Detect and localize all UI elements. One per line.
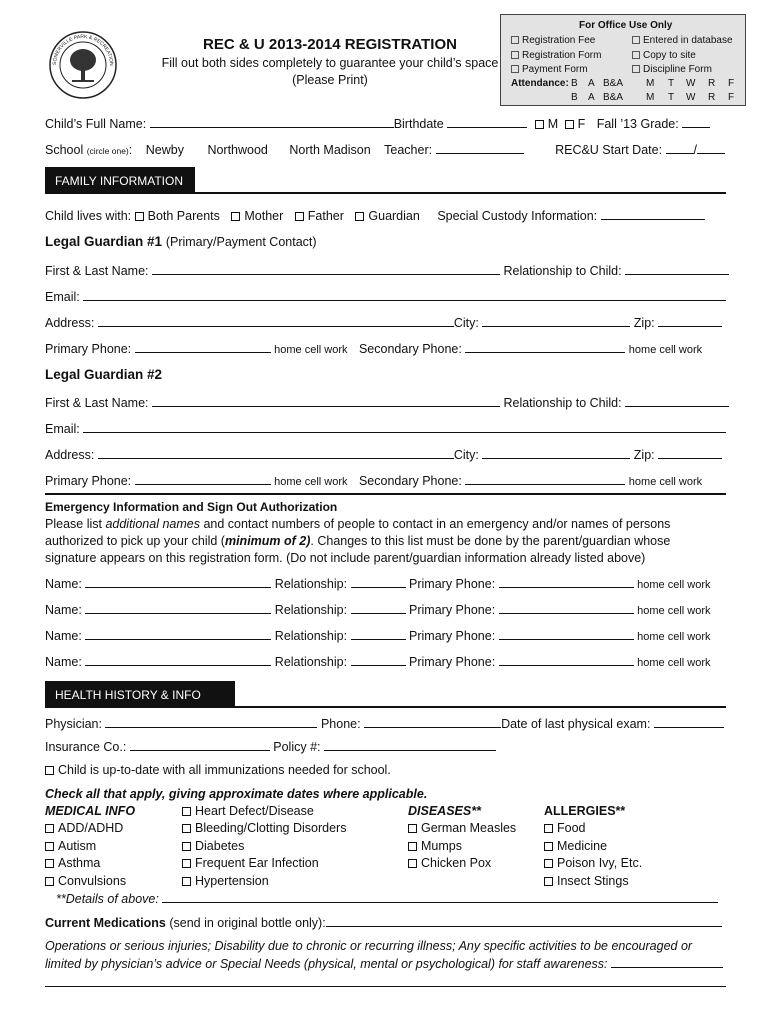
checkbox-icon	[565, 120, 574, 129]
health-history-header: HEALTH HISTORY & INFO	[45, 681, 235, 708]
physician-field[interactable]	[105, 716, 317, 728]
phone-type-options[interactable]: home cell work	[628, 476, 703, 488]
child-name-row	[45, 116, 710, 131]
office-copy-site[interactable]: Copy to site	[632, 50, 696, 61]
guardian1-relationship-field[interactable]	[625, 263, 729, 275]
attendance-row1-m: M	[646, 78, 655, 89]
office-registration-fee[interactable]: Registration Fee	[511, 35, 595, 46]
physician-phone-field[interactable]	[364, 716, 501, 728]
start-date-day-field[interactable]	[697, 142, 725, 154]
emergency-relationship-field[interactable]	[351, 628, 406, 640]
emergency-title: Emergency Information and Sign Out Authorization	[45, 500, 338, 514]
details-field[interactable]	[162, 891, 718, 903]
guardian2-email-row: Email:	[45, 421, 726, 436]
form-subtitle: Fill out both sides completely to guarantee your child’s space	[161, 56, 499, 70]
policy-field[interactable]	[324, 739, 496, 751]
emergency-contact-row: Name: Relationship: Primary Phone: home cell work	[45, 603, 711, 617]
school-option-northwood[interactable]: Northwood	[207, 143, 268, 157]
disease-german-measles[interactable]: German Measles	[408, 821, 516, 835]
guardian2-name-field[interactable]	[152, 395, 500, 407]
checkbox-icon	[45, 766, 54, 775]
emergency-name-field[interactable]	[85, 628, 271, 640]
gender-m-option[interactable]: M	[535, 117, 558, 131]
attendance-row1-r: R	[708, 78, 716, 89]
emergency-phone-field[interactable]	[499, 628, 634, 640]
grade-label: Fall ’13 Grade:	[596, 117, 679, 131]
school-option-north-madison[interactable]: North Madison	[289, 143, 371, 157]
guardian1-secondary-phone-field[interactable]	[465, 341, 625, 353]
emergency-contact-row: Name: Relationship: Primary Phone: home cell work	[45, 655, 711, 669]
phone-type-options[interactable]: home cell work	[637, 605, 711, 617]
checkbox-icon	[544, 824, 553, 833]
attendance-row2-t: T	[668, 92, 675, 103]
guardian2-heading: Legal Guardian #2	[45, 367, 163, 382]
allergy-poison-ivy[interactable]: Poison Ivy, Etc.	[544, 856, 642, 870]
immunizations-option[interactable]: Child is up-to-date with all immunizations needed for school.	[45, 763, 391, 777]
guardian1-name-row: First & Last Name: Relationship to Child:	[45, 263, 729, 278]
lives-with-label: Child lives with:	[45, 209, 132, 223]
attendance-row2-w: W	[686, 92, 696, 103]
guardian2-name-row: First & Last Name: Relationship to Child:	[45, 395, 729, 410]
attendance-row2-b: B	[571, 92, 578, 103]
guardian2-primary-phone-field[interactable]	[135, 473, 271, 485]
child-name-field[interactable]	[150, 116, 394, 128]
emergency-phone-field[interactable]	[499, 654, 634, 666]
checkbox-icon	[408, 859, 417, 868]
attendance-row1-w: W	[686, 78, 696, 89]
insurance-row: Insurance Co.: Policy #:	[45, 739, 496, 754]
school-label: School	[45, 143, 84, 157]
attendance-row1-f: F	[728, 78, 735, 89]
gender-f-option[interactable]: F	[565, 117, 586, 131]
emergency-text-2: authorized to pick up your child (minimum of 2). Changes to this list must be done by the parent/guardian whose	[45, 534, 671, 548]
last-exam-field[interactable]	[654, 716, 724, 728]
attendance-label: Attendance:	[511, 78, 569, 89]
checkbox-icon	[295, 212, 304, 221]
guardian2-secondary-phone-field[interactable]	[465, 473, 625, 485]
office-discipline-form[interactable]: Discipline Form	[632, 64, 712, 75]
checkbox-icon	[45, 842, 54, 851]
guardian1-email-row: Email:	[45, 289, 726, 304]
guardian1-heading: Legal Guardian #1 (Primary/Payment Contact)	[45, 234, 317, 249]
school-row: School (circle one): Newby Northwood North Madison Teacher: REC&U Start Date: /	[45, 142, 725, 157]
checkbox-icon	[408, 824, 417, 833]
option-guardian[interactable]: Guardian	[355, 209, 419, 223]
attendance-row1-t: T	[668, 78, 675, 89]
guardian1-address-row: Address: City: Zip:	[45, 315, 722, 330]
medical-add-adhd[interactable]: ADD/ADHD	[45, 821, 123, 835]
guardian2-zip-field[interactable]	[658, 447, 722, 459]
insurance-field[interactable]	[130, 739, 270, 751]
disease-chicken-pox[interactable]: Chicken Pox	[408, 856, 491, 870]
office-payment-form[interactable]: Payment Form	[511, 64, 588, 75]
option-father[interactable]: Father	[295, 209, 344, 223]
emergency-contact-row: Name: Relationship: Primary Phone: home cell work	[45, 577, 711, 591]
phone-type-options[interactable]: home cell work	[637, 631, 711, 643]
attendance-row2-ba: B&A	[603, 92, 624, 103]
guardian1-address-field[interactable]	[98, 315, 454, 327]
attendance-row2-r: R	[708, 92, 716, 103]
guardian2-address-field[interactable]	[98, 447, 454, 459]
checkbox-icon	[182, 859, 191, 868]
health-divider	[45, 706, 726, 708]
custody-label: Special Custody Information:	[437, 209, 598, 223]
emergency-name-field[interactable]	[85, 576, 271, 588]
checkbox-icon	[182, 877, 191, 886]
guardian2-email-field[interactable]	[83, 421, 726, 433]
checkbox-icon	[182, 807, 191, 816]
medical-hypertension[interactable]: Hypertension	[182, 874, 269, 888]
guardian2-relationship-field[interactable]	[625, 395, 729, 407]
guardian1-city-field[interactable]	[482, 315, 630, 327]
operations-extra-line[interactable]	[45, 986, 726, 987]
medical-info-heading: MEDICAL INFO	[45, 804, 136, 818]
medical-asthma[interactable]: Asthma	[45, 856, 100, 870]
checkbox-icon	[182, 824, 191, 833]
check-all-instruction: Check all that apply, giving approximate dates where applicable.	[45, 787, 428, 801]
print-note: (Please Print)	[292, 73, 368, 87]
guardian1-name-field[interactable]	[152, 263, 500, 275]
checkbox-icon	[535, 120, 544, 129]
attendance-row1-ba: B&A	[603, 78, 624, 89]
medical-heart-defect[interactable]: Heart Defect/Disease	[182, 804, 314, 818]
attendance-row2-a: A	[588, 92, 595, 103]
checkbox-icon	[231, 212, 240, 221]
phone-type-options[interactable]: home cell work	[274, 476, 348, 488]
office-entered-db[interactable]: Entered in database	[632, 35, 733, 46]
operations-row: limited by physician’s advice or Special Needs (physical, mental or psychological) for staff awareness:	[45, 956, 723, 971]
attendance-row1-b: B	[571, 78, 578, 89]
allergy-insect-stings[interactable]: Insect Stings	[544, 874, 629, 888]
emergency-contact-row: Name: Relationship: Primary Phone: home cell work	[45, 629, 711, 643]
checkbox-icon	[135, 212, 144, 221]
checkbox-icon	[45, 859, 54, 868]
allergy-medicine[interactable]: Medicine	[544, 839, 607, 853]
physician-row: Physician: Phone: Date of last physical exam:	[45, 716, 724, 731]
disease-mumps[interactable]: Mumps	[408, 839, 462, 853]
lives-with-row	[45, 208, 705, 223]
details-row: **Details of above:	[56, 891, 718, 906]
grade-field[interactable]	[682, 116, 710, 128]
emergency-relationship-field[interactable]	[351, 602, 406, 614]
allergy-food[interactable]: Food	[544, 821, 586, 835]
emergency-text-3: signature appears on this registration form. (Do not include parent/guardian information already listed above)	[45, 551, 646, 565]
current-medications-field[interactable]	[326, 915, 722, 927]
phone-type-options[interactable]: home cell work	[274, 344, 348, 356]
phone-type-options[interactable]: home cell work	[637, 579, 711, 591]
birthdate-label: Birthdate	[393, 117, 444, 131]
medical-ear-infection[interactable]: Frequent Ear Infection	[182, 856, 319, 870]
guardian1-primary-phone-field[interactable]	[135, 341, 271, 353]
office-title: For Office Use Only	[579, 20, 673, 31]
attendance-row1-a: A	[588, 78, 595, 89]
checkbox-icon	[182, 842, 191, 851]
diseases-heading: DISEASES**	[408, 804, 481, 818]
family-divider	[45, 192, 726, 194]
svg-text:SOMERVILLE PARK & RECREATION D: SOMERVILLE PARK & RECREATION	[51, 33, 115, 66]
checkbox-icon	[408, 842, 417, 851]
phone-type-options[interactable]: home cell work	[628, 344, 703, 356]
child-name-label: Child’s Full Name:	[45, 117, 147, 131]
checkbox-icon	[355, 212, 364, 221]
emergency-phone-field[interactable]	[499, 602, 634, 614]
guardian2-address-row: Address: City: Zip:	[45, 447, 722, 462]
checkbox-icon	[45, 877, 54, 886]
form-title: REC & U 2013-2014 REGISTRATION	[203, 36, 457, 53]
checkbox-icon	[45, 824, 54, 833]
guardian2-phone-row: Primary Phone: home cell work Secondary Phone: home cell work	[45, 474, 703, 488]
checkbox-icon	[544, 877, 553, 886]
emergency-relationship-field[interactable]	[351, 576, 406, 588]
emergency-relationship-field[interactable]	[351, 654, 406, 666]
guardian1-zip-field[interactable]	[658, 315, 722, 327]
medical-autism[interactable]: Autism	[45, 839, 96, 853]
guardian2-city-field[interactable]	[482, 447, 630, 459]
emergency-phone-field[interactable]	[499, 576, 634, 588]
guardian1-phone-row: Primary Phone: home cell work Secondary Phone: home cell work	[45, 342, 703, 356]
allergies-heading: ALLERGIES**	[544, 804, 626, 818]
guardian1-email-field[interactable]	[83, 289, 726, 301]
medical-diabetes[interactable]: Diabetes	[182, 839, 244, 853]
medical-bleeding[interactable]: Bleeding/Clotting Disorders	[182, 821, 346, 835]
option-both-parents[interactable]: Both Parents	[135, 209, 220, 223]
option-mother[interactable]: Mother	[231, 209, 283, 223]
attendance-row2-f: F	[728, 92, 735, 103]
teacher-label: Teacher:	[384, 143, 433, 157]
start-date-month-field[interactable]	[666, 142, 694, 154]
birthdate-field[interactable]	[447, 116, 527, 128]
family-info-header: FAMILY INFORMATION	[45, 167, 195, 194]
checkbox-icon	[544, 842, 553, 851]
operations-field[interactable]	[611, 956, 723, 968]
operations-text-1: Operations or serious injuries; Disability due to chronic or recurring illness; Any specific activities to be encouraged or	[45, 939, 693, 953]
circle-one-note: (circle one)	[86, 146, 129, 156]
phone-type-options[interactable]: home cell work	[637, 657, 711, 669]
start-date-label: REC&U Start Date:	[555, 143, 663, 157]
emergency-name-field[interactable]	[85, 602, 271, 614]
emergency-divider	[45, 493, 726, 495]
teacher-field[interactable]	[436, 142, 524, 154]
school-option-newby[interactable]: Newby	[145, 143, 184, 157]
checkbox-icon	[544, 859, 553, 868]
emergency-text-1: Please list additional names and contact numbers of people to contact in an emergency and/or names of persons	[45, 517, 671, 531]
medical-convulsions[interactable]: Convulsions	[45, 874, 126, 888]
current-medications-row: Current Medications (send in original bottle only):	[45, 915, 722, 930]
custody-field[interactable]	[601, 208, 705, 220]
emergency-name-field[interactable]	[85, 654, 271, 666]
attendance-row2-m: M	[646, 92, 655, 103]
office-registration-form[interactable]: Registration Form	[511, 50, 601, 61]
